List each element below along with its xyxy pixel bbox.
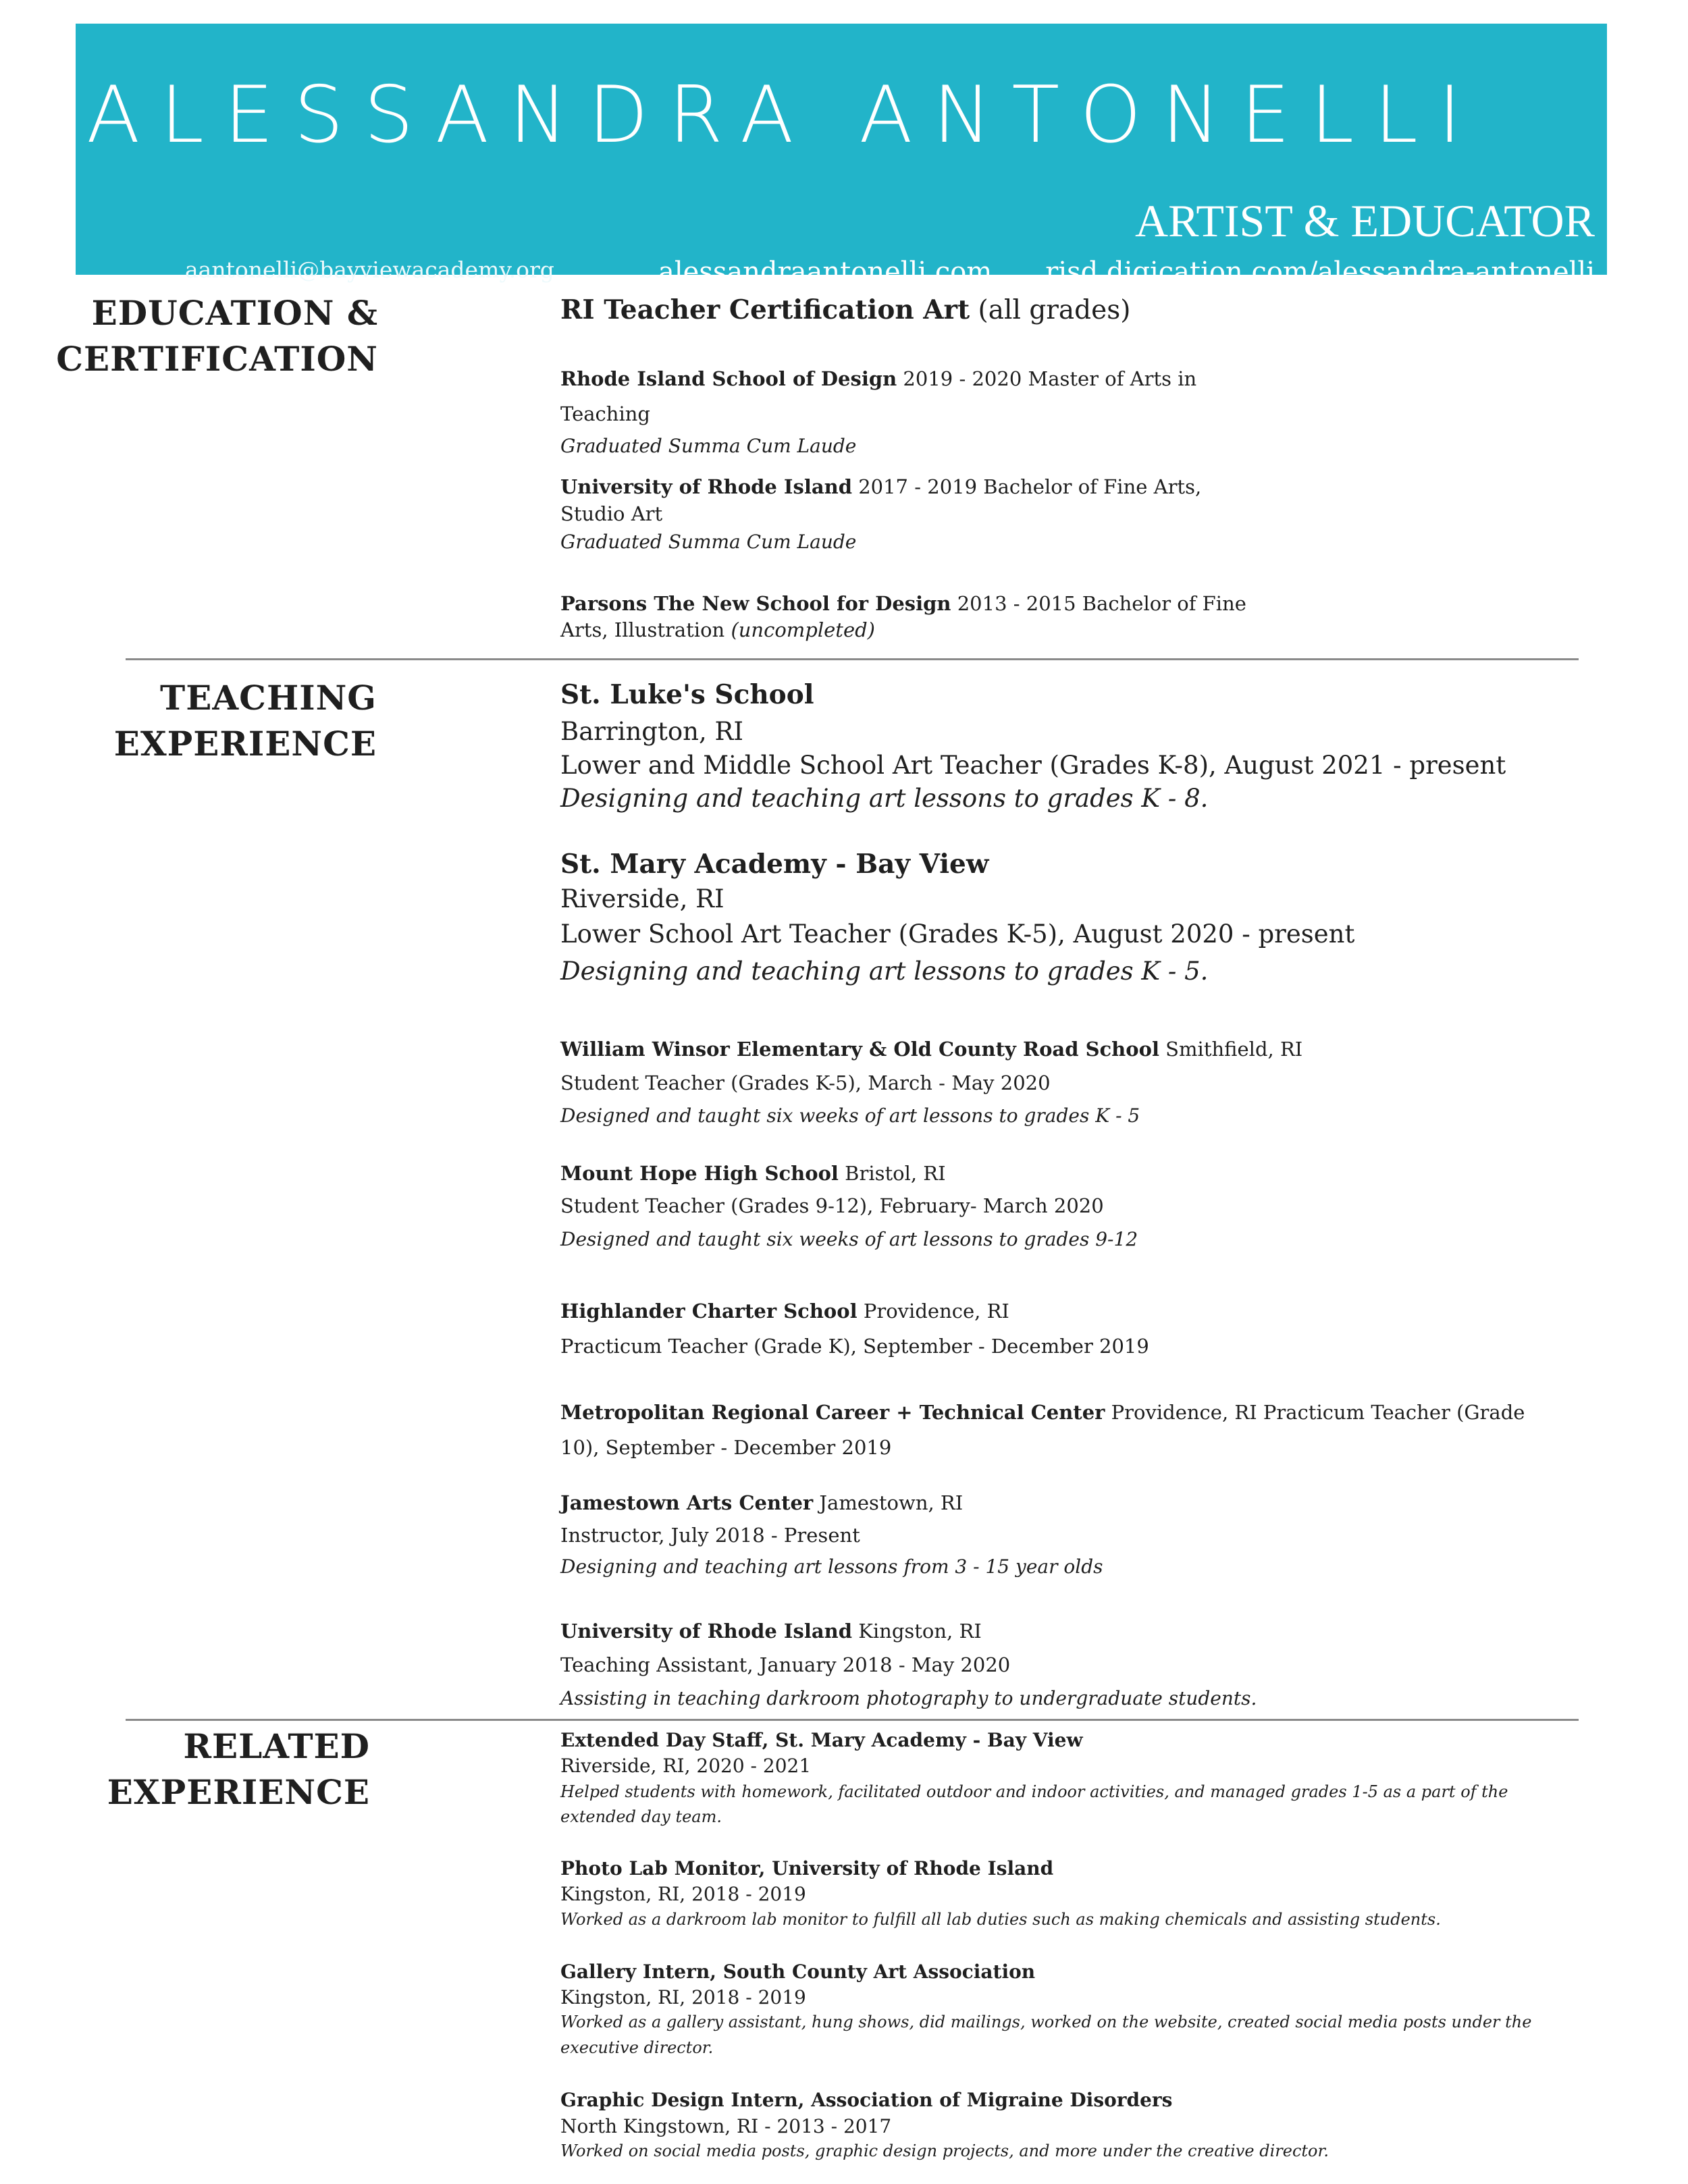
- section-title-education: EDUCATION & CERTIFICATION: [56, 293, 378, 379]
- teaching-location: Riverside, RI: [560, 884, 724, 913]
- education-note: Graduated Summa Cum Laude: [560, 435, 857, 457]
- related-title: Graphic Design Intern, Association of Migraine Disorders: [560, 2089, 1173, 2111]
- related-description: Worked as a darkroom lab monitor to fulfill all lab duties such as making chemicals and assisting students.: [560, 1910, 1441, 1929]
- certification-line: RI Teacher Certification Art (all grades): [560, 294, 1131, 325]
- teaching-description: Designed and taught six weeks of art lessons to grades 9-12: [560, 1228, 1138, 1250]
- teaching-entry: Metropolitan Regional Career + Technical Center Providence, RI Practicum Teacher (Grade: [560, 1401, 1525, 1424]
- teaching-description: Designing and teaching art lessons to grades K - 5.: [560, 957, 1209, 986]
- section-title-teaching: TEACHING EXPERIENCE: [113, 678, 377, 764]
- education-detail: Arts, Illustration (uncompleted): [560, 618, 876, 641]
- teaching-school: St. Luke's School: [560, 679, 814, 710]
- teaching-role: Lower and Middle School Art Teacher (Grades K-8), August 2021 - present: [560, 751, 1506, 780]
- teaching-entry: Highlander Charter School Providence, RI: [560, 1300, 1009, 1323]
- education-entry: Rhode Island School of Design 2019 - 2020 Master of Arts in: [560, 367, 1197, 390]
- teaching-role: Instructor, July 2018 - Present: [560, 1524, 860, 1547]
- portfolio-link[interactable]: risd.digication.com/alessandra-antonelli: [1045, 257, 1595, 288]
- teaching-description: Designed and taught six weeks of art lessons to grades K - 5: [560, 1104, 1140, 1127]
- education-entry: Parsons The New School for Design 2013 - 2015 Bachelor of Fine: [560, 592, 1246, 615]
- teaching-entry: Mount Hope High School Bristol, RI: [560, 1162, 946, 1185]
- teaching-role: Student Teacher (Grades 9-12), February- March 2020: [560, 1194, 1104, 1217]
- related-title: Gallery Intern, South County Art Association: [560, 1961, 1036, 1983]
- section-divider: [126, 658, 1579, 660]
- education-note: Graduated Summa Cum Laude: [560, 531, 857, 553]
- teaching-school: St. Mary Academy - Bay View: [560, 849, 989, 880]
- related-description: Helped students with homework, facilitated outdoor and indoor activities, and managed grades 1-5 as a part of the: [560, 1782, 1508, 1801]
- section-divider: [126, 1719, 1579, 1721]
- related-location: Kingston, RI, 2018 - 2019: [560, 1883, 806, 1905]
- related-description: Worked on social media posts, graphic design projects, and more under the creative director.: [560, 2141, 1329, 2160]
- related-location: Kingston, RI, 2018 - 2019: [560, 1986, 806, 2008]
- related-location: North Kingstown, RI - 2013 - 2017: [560, 2115, 892, 2137]
- education-entry: University of Rhode Island 2017 - 2019 Bachelor of Fine Arts,: [560, 475, 1202, 498]
- section-title-related: RELATED EXPERIENCE: [107, 1726, 370, 1812]
- teaching-role: 10), September - December 2019: [560, 1436, 892, 1459]
- related-description: extended day team.: [560, 1807, 722, 1826]
- related-title: Photo Lab Monitor, University of Rhode Island: [560, 1857, 1054, 1880]
- email-link[interactable]: aantonelli@bayviewacademy.org: [185, 257, 554, 283]
- teaching-description: Designing and teaching art lessons to grades K - 8.: [560, 784, 1209, 813]
- teaching-role: Student Teacher (Grades K-5), March - May 2020: [560, 1071, 1051, 1094]
- related-description: executive director.: [560, 2038, 714, 2057]
- teaching-location: Barrington, RI: [560, 717, 743, 746]
- education-detail: Teaching: [560, 402, 650, 425]
- related-description: Worked as a gallery assistant, hung shows, did mailings, worked on the website, created social media posts under the: [560, 2013, 1532, 2031]
- related-title: Extended Day Staff, St. Mary Academy - Bay View: [560, 1729, 1083, 1751]
- teaching-role: Teaching Assistant, January 2018 - May 2020: [560, 1653, 1011, 1676]
- teaching-role: Practicum Teacher (Grade K), September - December 2019: [560, 1335, 1149, 1358]
- teaching-entry: University of Rhode Island Kingston, RI: [560, 1620, 982, 1643]
- resume-name: ALESSANDRA ANTONELLI: [86, 70, 1482, 161]
- teaching-description: Designing and teaching art lessons from 3 - 15 year olds: [560, 1555, 1103, 1578]
- teaching-role: Lower School Art Teacher (Grades K-5), August 2020 - present: [560, 920, 1355, 949]
- related-location: Riverside, RI, 2020 - 2021: [560, 1755, 812, 1777]
- header-banner: [76, 24, 1607, 288]
- teaching-entry: Jamestown Arts Center Jamestown, RI: [560, 1491, 964, 1514]
- teaching-description: Assisting in teaching darkroom photography to undergraduate students.: [560, 1687, 1257, 1709]
- teaching-entry: William Winsor Elementary & Old County Road School Smithfield, RI: [560, 1038, 1303, 1061]
- resume-subtitle: ARTIST & EDUCATOR: [1134, 195, 1595, 246]
- website-link[interactable]: alessandraantonelli.com: [658, 257, 993, 288]
- education-detail: Studio Art: [560, 502, 663, 525]
